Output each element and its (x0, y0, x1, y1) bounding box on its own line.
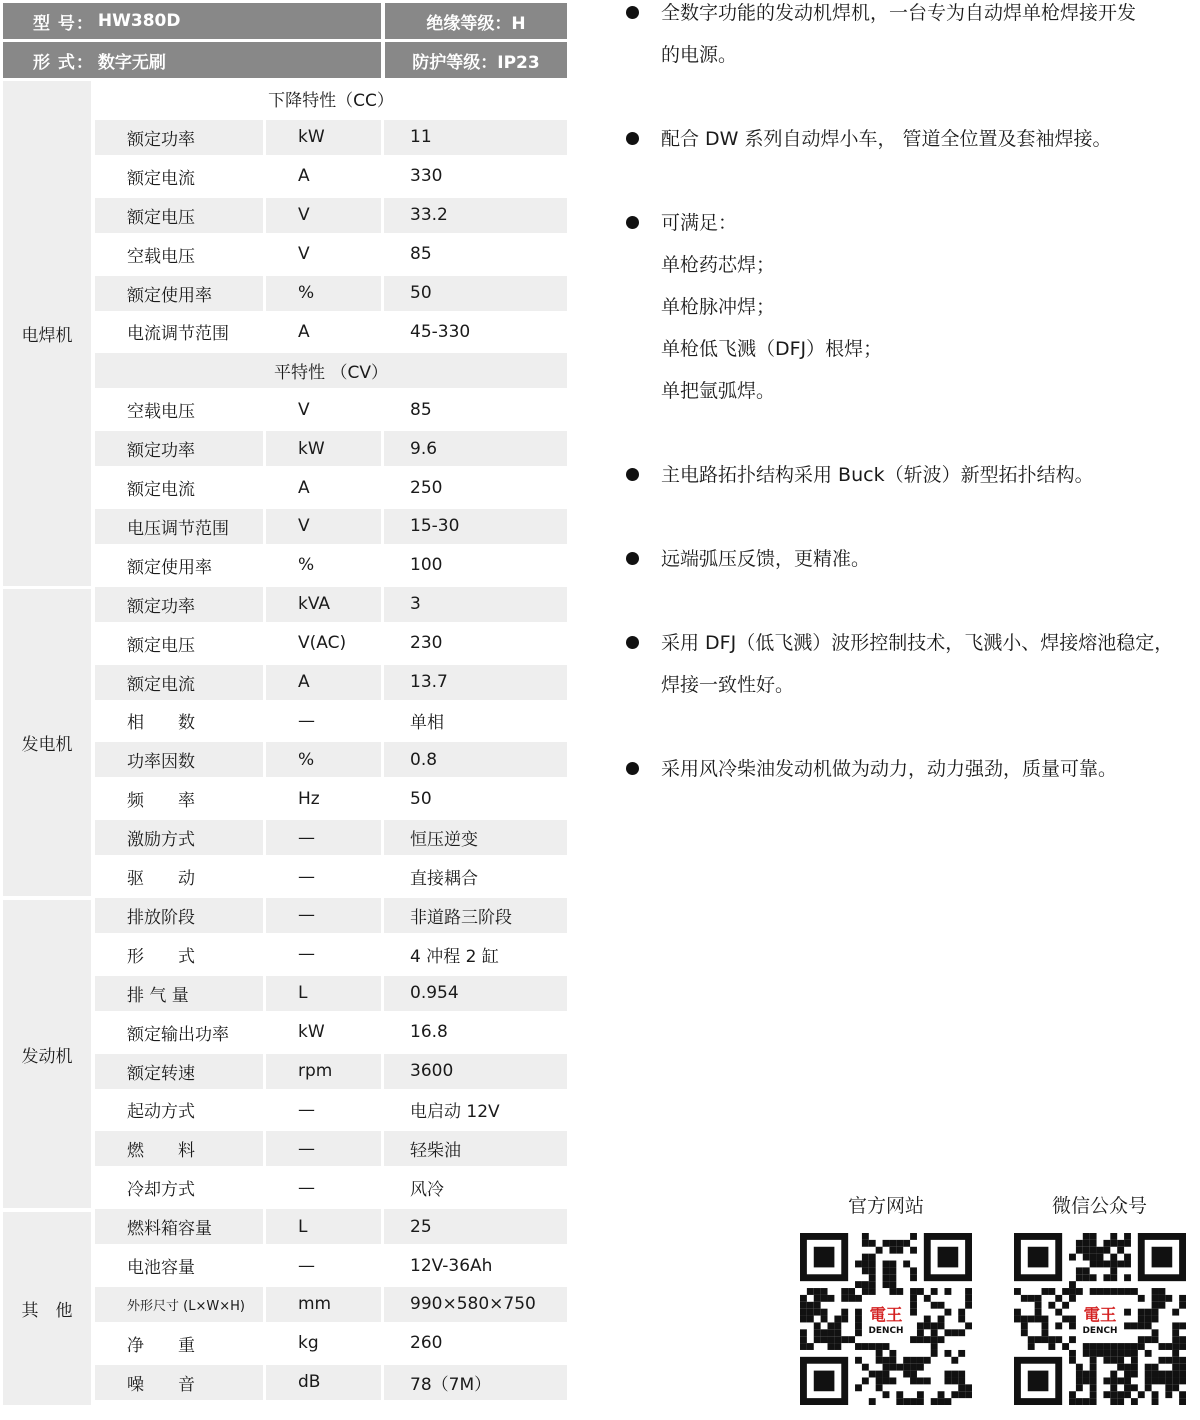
spec-value: 非道路三阶段 (384, 898, 567, 933)
spec-row (95, 665, 567, 700)
feature-line: 采用 DFJ（低飞溅）波形控制技术，飞溅小、焊接熔池稳定， (661, 632, 1174, 654)
spec-row (95, 937, 567, 972)
bullet-dot-icon (626, 132, 639, 145)
spec-unit: dB (266, 1365, 381, 1400)
spec-unit: % (298, 555, 315, 576)
spec-value: 230 (410, 633, 443, 654)
wechat-qr-code (1014, 1233, 1186, 1405)
spec-row (95, 431, 567, 466)
spec-value: 50 (384, 276, 567, 311)
spec-row (95, 1209, 567, 1244)
feature-line: 全数字功能的发动机焊机，一台专为自动焊单枪焊接开发 (661, 2, 1137, 24)
spec-unit: — (298, 1255, 315, 1276)
spec-unit: kW (266, 120, 381, 155)
spec-row (95, 276, 567, 311)
spec-unit: A (298, 166, 310, 187)
spec-value: 恒压逆变 (384, 820, 567, 855)
spec-value: 风冷 (410, 1180, 444, 1201)
spec-value: 85 (410, 399, 432, 420)
website-qr-title: 官方网站 (848, 1195, 925, 1217)
spec-unit: V (266, 198, 381, 233)
spec-name: 冷却方式 (127, 1180, 195, 1201)
spec-row (95, 237, 567, 272)
spec-value: 0.8 (384, 742, 567, 777)
insulation-grade: 绝缘等级：H (385, 3, 567, 39)
spec-unit: % (266, 742, 381, 777)
spec-name: 额定功率 (95, 431, 263, 466)
spec-unit: kW (266, 431, 381, 466)
spec-value: 3600 (384, 1054, 567, 1089)
spec-name: 激励方式 (95, 820, 263, 855)
spec-name: 电压调节范围 (95, 509, 263, 544)
spec-unit: V (298, 244, 310, 265)
spec-unit: A (298, 477, 310, 498)
feature-text (661, 622, 1173, 706)
logo-en-text: DENCH (1082, 1325, 1118, 1336)
spec-name: 燃料箱容量 (95, 1209, 263, 1244)
spec-row (95, 470, 567, 505)
spec-value: 50 (410, 788, 432, 809)
spec-value: 15-30 (384, 509, 567, 544)
spec-value: 85 (410, 244, 432, 265)
spec-row (95, 742, 567, 777)
spec-name: 额定转速 (95, 1054, 263, 1089)
spec-name: 额定电流 (127, 480, 195, 500)
logo-cn-text: 電王 (1083, 1305, 1117, 1325)
spec-name: 外形尺寸 (L×W×H) (95, 1287, 263, 1322)
spec-value: 78（7M） (384, 1365, 567, 1400)
feature-text (661, 0, 1136, 76)
spec-value: 轻柴油 (384, 1131, 567, 1166)
section-subheader: 下降特性（CC） (268, 91, 394, 111)
model-value: HW380D (97, 11, 181, 31)
feature-text (661, 202, 882, 412)
spec-row (95, 314, 567, 349)
spec-row (95, 1015, 567, 1050)
spec-value: 330 (410, 166, 443, 187)
feature-text (661, 538, 870, 580)
spec-name: 额定电压 (95, 198, 263, 233)
spec-row (95, 509, 567, 544)
spec-unit: mm (266, 1287, 381, 1322)
spec-name: 额定电压 (127, 635, 195, 656)
spec-value: 12V-36Ah (410, 1255, 493, 1276)
bullet-dot-icon (626, 216, 639, 229)
form-cell (3, 42, 381, 78)
spec-row (95, 1092, 567, 1127)
feature-text (661, 454, 1094, 496)
spec-value: 4 冲程 2 缸 (410, 946, 499, 967)
spec-unit: — (298, 1099, 315, 1120)
spec-unit: V (266, 509, 381, 544)
spec-unit: Hz (298, 788, 320, 809)
spec-row (95, 626, 567, 661)
spec-row (95, 587, 567, 622)
bullet-dot-icon (626, 468, 639, 481)
spec-name: 排放阶段 (95, 898, 263, 933)
feature-text (661, 118, 1112, 160)
logo-en-text: DENCH (868, 1325, 904, 1336)
form-value: 数字无刷 (97, 52, 166, 73)
form-label: 形 式： (33, 52, 94, 73)
spec-value: 0.954 (384, 976, 567, 1011)
feature-line: 单枪低飞溅（DFJ）根焊； (661, 338, 883, 360)
group-generator: 发电机 (3, 589, 91, 896)
spec-unit: kg (298, 1333, 319, 1354)
wechat-qr-title: 微信公众号 (1052, 1195, 1148, 1217)
spec-row (95, 1131, 567, 1166)
spec-value: 25 (384, 1209, 567, 1244)
spec-name: 空载电压 (127, 402, 195, 423)
header-row-form (3, 42, 567, 78)
spec-value: 16.8 (410, 1022, 448, 1043)
spec-unit: kW (298, 1022, 325, 1043)
feature-line: 单把氩弧焊。 (661, 380, 776, 402)
spec-unit: rpm (266, 1054, 381, 1089)
header-row-model (3, 3, 567, 39)
spec-value: 13.7 (384, 665, 567, 700)
spec-unit: % (266, 276, 381, 311)
spec-unit: — (298, 866, 315, 887)
spec-unit: — (266, 1131, 381, 1166)
spec-unit: V (298, 399, 310, 420)
group-other: 其 他 (3, 1212, 91, 1405)
feature-text (661, 748, 1117, 790)
spec-row (95, 1365, 567, 1400)
spec-row (95, 548, 567, 583)
spec-row (95, 392, 567, 427)
group-welder: 电焊机 (3, 81, 91, 586)
feature-line: 焊接一致性好。 (661, 674, 795, 696)
spec-unit: — (298, 944, 315, 965)
section-subheader: 平特性 （CV） (95, 353, 567, 388)
spec-name: 电池容量 (127, 1258, 195, 1278)
spec-row (95, 1170, 567, 1205)
spec-value: 33.2 (384, 198, 567, 233)
spec-value: 直接耦合 (410, 869, 478, 889)
bullet-dot-icon (626, 636, 639, 649)
spec-name: 相 数 (127, 713, 195, 734)
spec-unit: kVA (266, 587, 381, 622)
protection-grade: 防护等级：IP23 (385, 42, 567, 78)
spec-value: 9.6 (384, 431, 567, 466)
feature-line: 单枪药芯焊； (661, 254, 776, 276)
feature-line: 单枪脉冲焊； (661, 296, 776, 318)
spec-name: 额定使用率 (95, 276, 263, 311)
spec-unit: V(AC) (298, 633, 347, 654)
spec-row (95, 859, 567, 894)
spec-unit: A (298, 321, 310, 342)
spec-name: 电流调节范围 (127, 324, 229, 345)
spec-unit: — (298, 1177, 315, 1198)
feature-line: 配合 DW 系列自动焊小车， 管道全位置及套袖焊接。 (661, 128, 1112, 150)
spec-row (95, 120, 567, 155)
spec-name: 形 式 (127, 946, 195, 967)
spec-unit: — (266, 898, 381, 933)
spec-name: 净 重 (127, 1335, 195, 1356)
spec-unit: A (266, 665, 381, 700)
spec-name: 驱 动 (127, 869, 195, 889)
spec-value: 单相 (410, 713, 444, 734)
spec-row (95, 976, 567, 1011)
spec-name: 额定电流 (127, 168, 195, 189)
spec-name: 额定功率 (95, 587, 263, 622)
spec-row (95, 1248, 567, 1283)
spec-unit: — (298, 710, 315, 731)
spec-unit: — (266, 820, 381, 855)
website-qr-code (800, 1233, 972, 1405)
spec-value: 电启动 12V (410, 1102, 500, 1123)
spec-unit: L (266, 1209, 381, 1244)
logo-cn-text: 電王 (869, 1305, 903, 1325)
feature-line: 采用风冷柴油发动机做为动力，动力强劲，质量可靠。 (661, 758, 1118, 780)
spec-value: 45-330 (410, 321, 471, 342)
spec-value: 3 (384, 587, 567, 622)
feature-line: 远端弧压反馈，更精准。 (661, 548, 871, 570)
spec-row (95, 159, 567, 194)
spec-name: 额定使用率 (127, 557, 212, 578)
feature-line: 的电源。 (661, 44, 738, 66)
spec-row (95, 1054, 567, 1089)
spec-name: 额定电流 (95, 665, 263, 700)
bullet-dot-icon (626, 6, 639, 19)
bullet-dot-icon (626, 552, 639, 565)
spec-name: 额定功率 (95, 120, 263, 155)
spec-name: 频 率 (127, 791, 195, 812)
feature-line: 可满足： (661, 212, 738, 234)
spec-row (95, 781, 567, 816)
spec-value: 260 (410, 1333, 443, 1354)
spec-name: 额定输出功率 (127, 1024, 229, 1045)
spec-row (95, 1287, 567, 1322)
spec-row (95, 1326, 567, 1361)
spec-name: 燃 料 (95, 1131, 263, 1166)
group-engine: 发动机 (3, 900, 91, 1208)
spec-unit: L (266, 976, 381, 1011)
spec-row (95, 703, 567, 738)
spec-name: 功率因数 (95, 742, 263, 777)
spec-row (95, 898, 567, 933)
model-label: 型 号： (33, 13, 94, 34)
spec-value: 990×580×750 (384, 1287, 567, 1322)
spec-row (95, 820, 567, 855)
spec-row (95, 198, 567, 233)
model-cell (3, 3, 381, 39)
spec-name: 空载电压 (127, 246, 195, 267)
spec-value: 11 (384, 120, 567, 155)
spec-value: 250 (410, 477, 443, 498)
bullet-dot-icon (626, 762, 639, 775)
spec-value: 100 (410, 555, 443, 576)
feature-line: 主电路拓扑结构采用 Buck（斩波）新型拓扑结构。 (661, 464, 1094, 486)
spec-name: 排 气 量 (95, 976, 263, 1011)
spec-name: 噪 音 (95, 1365, 263, 1400)
spec-name: 起动方式 (127, 1102, 195, 1123)
